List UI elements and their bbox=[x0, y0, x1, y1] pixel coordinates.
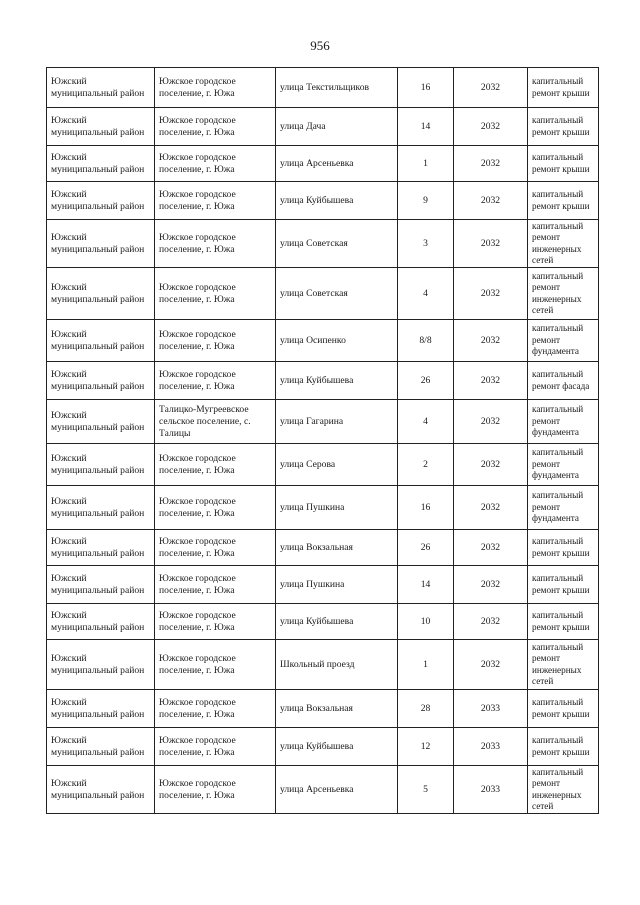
year-cell: 2032 bbox=[454, 486, 528, 530]
table-row bbox=[47, 690, 599, 728]
street-cell: улица Осипенко bbox=[276, 320, 398, 362]
street-cell: улица Вокзальная bbox=[276, 530, 398, 566]
settlement-cell: Южское городское поселение, г. Южа bbox=[155, 766, 276, 814]
work-type-cell: капитальный ремонт инженерных сетей bbox=[528, 220, 599, 268]
house-number-cell: 26 bbox=[398, 362, 454, 400]
table-row bbox=[47, 444, 599, 486]
year-cell: 2032 bbox=[454, 566, 528, 604]
street-cell: улица Вокзальная bbox=[276, 690, 398, 728]
house-number-cell: 4 bbox=[398, 268, 454, 320]
house-number-cell: 8/8 bbox=[398, 320, 454, 362]
district-cell: Южский муниципальный район bbox=[47, 400, 155, 444]
settlement-cell: Южское городское поселение, г. Южа bbox=[155, 220, 276, 268]
work-type-cell: капитальный ремонт крыши bbox=[528, 530, 599, 566]
district-cell: Южский муниципальный район bbox=[47, 182, 155, 220]
street-cell: улица Пушкина bbox=[276, 566, 398, 604]
settlement-cell: Талицко-Мугреевское сельское поселение, с. Талицы bbox=[155, 400, 276, 444]
table-row bbox=[47, 530, 599, 566]
year-cell: 2032 bbox=[454, 640, 528, 690]
district-cell: Южский муниципальный район bbox=[47, 362, 155, 400]
work-type-cell: капитальный ремонт крыши bbox=[528, 566, 599, 604]
street-cell: улица Серова bbox=[276, 444, 398, 486]
table-row bbox=[47, 640, 599, 690]
table-row bbox=[47, 68, 599, 108]
settlement-cell: Южское городское поселение, г. Южа bbox=[155, 530, 276, 566]
district-cell: Южский муниципальный район bbox=[47, 146, 155, 182]
table-row bbox=[47, 268, 599, 320]
table-row bbox=[47, 400, 599, 444]
district-cell: Южский муниципальный район bbox=[47, 530, 155, 566]
work-type-cell: капитальный ремонт крыши bbox=[528, 728, 599, 766]
settlement-cell: Южское городское поселение, г. Южа bbox=[155, 604, 276, 640]
year-cell: 2032 bbox=[454, 400, 528, 444]
settlement-cell: Южское городское поселение, г. Южа bbox=[155, 728, 276, 766]
house-number-cell: 12 bbox=[398, 728, 454, 766]
settlement-cell: Южское городское поселение, г. Южа bbox=[155, 690, 276, 728]
house-number-cell: 1 bbox=[398, 640, 454, 690]
house-number-cell: 4 bbox=[398, 400, 454, 444]
house-number-cell: 14 bbox=[398, 108, 454, 146]
table-row bbox=[47, 566, 599, 604]
work-type-cell: капитальный ремонт инженерных сетей bbox=[528, 268, 599, 320]
house-number-cell: 16 bbox=[398, 486, 454, 530]
district-cell: Южский муниципальный район bbox=[47, 108, 155, 146]
table-row bbox=[47, 320, 599, 362]
table-row bbox=[47, 728, 599, 766]
settlement-cell: Южское городское поселение, г. Южа bbox=[155, 444, 276, 486]
house-number-cell: 9 bbox=[398, 182, 454, 220]
year-cell: 2032 bbox=[454, 604, 528, 640]
work-type-cell: капитальный ремонт крыши bbox=[528, 182, 599, 220]
district-cell: Южский муниципальный район bbox=[47, 68, 155, 108]
district-cell: Южский муниципальный район bbox=[47, 320, 155, 362]
work-type-cell: капитальный ремонт фундамента bbox=[528, 444, 599, 486]
street-cell: улица Куйбышева bbox=[276, 182, 398, 220]
page-number: 956 bbox=[310, 38, 330, 53]
district-cell: Южский муниципальный район bbox=[47, 728, 155, 766]
district-cell: Южский муниципальный район bbox=[47, 566, 155, 604]
street-cell: улица Советская bbox=[276, 220, 398, 268]
district-cell: Южский муниципальный район bbox=[47, 486, 155, 530]
street-cell: улица Арсеньевка bbox=[276, 766, 398, 814]
work-type-cell: капитальный ремонт крыши bbox=[528, 690, 599, 728]
year-cell: 2032 bbox=[454, 68, 528, 108]
street-cell: улица Гагарина bbox=[276, 400, 398, 444]
settlement-cell: Южское городское поселение, г. Южа bbox=[155, 362, 276, 400]
settlement-cell: Южское городское поселение, г. Южа bbox=[155, 146, 276, 182]
district-cell: Южский муниципальный район bbox=[47, 690, 155, 728]
street-cell: Школьный проезд bbox=[276, 640, 398, 690]
settlement-cell: Южское городское поселение, г. Южа bbox=[155, 566, 276, 604]
year-cell: 2032 bbox=[454, 320, 528, 362]
house-number-cell: 10 bbox=[398, 604, 454, 640]
district-cell: Южский муниципальный район bbox=[47, 604, 155, 640]
year-cell: 2032 bbox=[454, 530, 528, 566]
street-cell: улица Дача bbox=[276, 108, 398, 146]
work-type-cell: капитальный ремонт крыши bbox=[528, 146, 599, 182]
district-cell: Южский муниципальный район bbox=[47, 268, 155, 320]
settlement-cell: Южское городское поселение, г. Южа bbox=[155, 68, 276, 108]
house-number-cell: 14 bbox=[398, 566, 454, 604]
district-cell: Южский муниципальный район bbox=[47, 444, 155, 486]
year-cell: 2032 bbox=[454, 268, 528, 320]
settlement-cell: Южское городское поселение, г. Южа bbox=[155, 320, 276, 362]
street-cell: улица Куйбышева bbox=[276, 362, 398, 400]
house-number-cell: 2 bbox=[398, 444, 454, 486]
settlement-cell: Южское городское поселение, г. Южа bbox=[155, 108, 276, 146]
work-type-cell: капитальный ремонт крыши bbox=[528, 604, 599, 640]
table-row bbox=[47, 362, 599, 400]
street-cell: улица Советская bbox=[276, 268, 398, 320]
house-number-cell: 3 bbox=[398, 220, 454, 268]
work-type-cell: капитальный ремонт крыши bbox=[528, 108, 599, 146]
house-number-cell: 26 bbox=[398, 530, 454, 566]
street-cell: улица Арсеньевка bbox=[276, 146, 398, 182]
district-cell: Южский муниципальный район bbox=[47, 766, 155, 814]
settlement-cell: Южское городское поселение, г. Южа bbox=[155, 640, 276, 690]
table-row bbox=[47, 146, 599, 182]
work-type-cell: капитальный ремонт крыши bbox=[528, 68, 599, 108]
year-cell: 2032 bbox=[454, 220, 528, 268]
table-row bbox=[47, 108, 599, 146]
district-cell: Южский муниципальный район bbox=[47, 220, 155, 268]
street-cell: улица Куйбышева bbox=[276, 604, 398, 640]
settlement-cell: Южское городское поселение, г. Южа bbox=[155, 268, 276, 320]
work-type-cell: капитальный ремонт фундамента bbox=[528, 486, 599, 530]
year-cell: 2033 bbox=[454, 728, 528, 766]
house-number-cell: 16 bbox=[398, 68, 454, 108]
work-type-cell: капитальный ремонт фасада bbox=[528, 362, 599, 400]
year-cell: 2032 bbox=[454, 108, 528, 146]
work-type-cell: капитальный ремонт инженерных сетей bbox=[528, 640, 599, 690]
settlement-cell: Южское городское поселение, г. Южа bbox=[155, 486, 276, 530]
year-cell: 2032 bbox=[454, 444, 528, 486]
year-cell: 2032 bbox=[454, 146, 528, 182]
house-number-cell: 5 bbox=[398, 766, 454, 814]
work-type-cell: капитальный ремонт фундамента bbox=[528, 400, 599, 444]
street-cell: улица Куйбышева bbox=[276, 728, 398, 766]
house-number-cell: 28 bbox=[398, 690, 454, 728]
table-row bbox=[47, 220, 599, 268]
work-type-cell: капитальный ремонт фундамента bbox=[528, 320, 599, 362]
year-cell: 2032 bbox=[454, 182, 528, 220]
district-cell: Южский муниципальный район bbox=[47, 640, 155, 690]
table-row bbox=[47, 604, 599, 640]
repair-schedule-table bbox=[46, 67, 599, 814]
table-row bbox=[47, 766, 599, 814]
street-cell: улица Пушкина bbox=[276, 486, 398, 530]
work-type-cell: капитальный ремонт инженерных сетей bbox=[528, 766, 599, 814]
year-cell: 2033 bbox=[454, 690, 528, 728]
table-row bbox=[47, 486, 599, 530]
year-cell: 2033 bbox=[454, 766, 528, 814]
house-number-cell: 1 bbox=[398, 146, 454, 182]
table-body bbox=[47, 68, 599, 814]
year-cell: 2032 bbox=[454, 362, 528, 400]
settlement-cell: Южское городское поселение, г. Южа bbox=[155, 182, 276, 220]
street-cell: улица Текстильщиков bbox=[276, 68, 398, 108]
table-row bbox=[47, 182, 599, 220]
